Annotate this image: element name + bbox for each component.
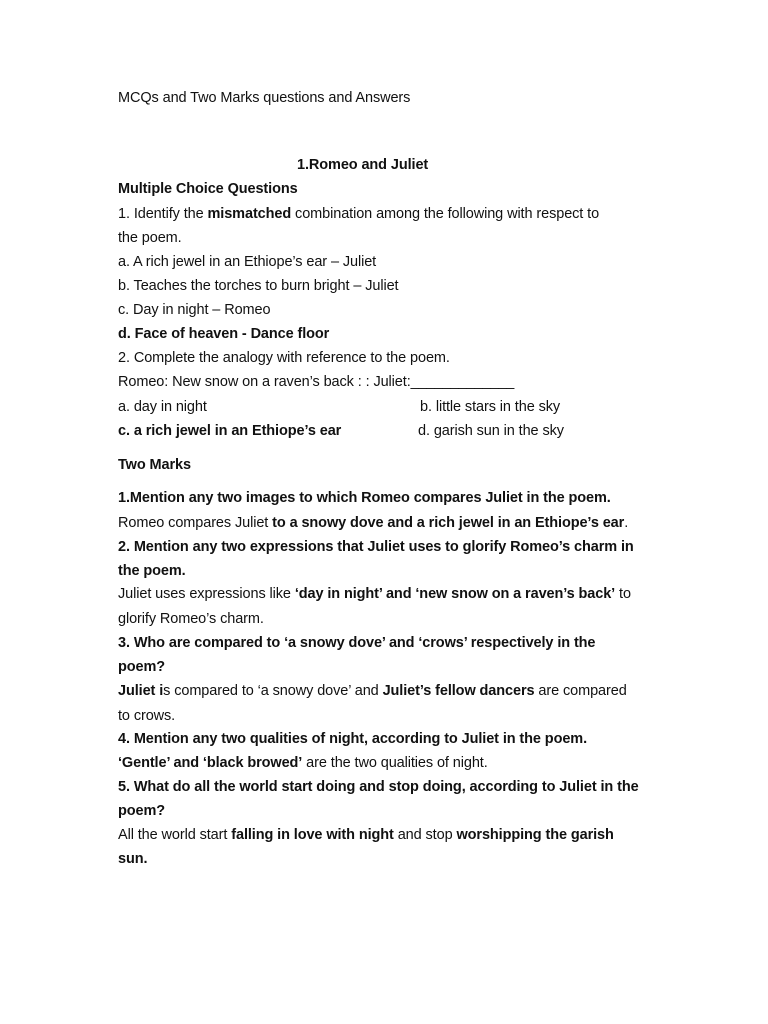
answer-text-part: . xyxy=(624,515,629,531)
mcq-2-analogy: Romeo: New snow on a raven’s back : : Juliet:_____________ xyxy=(118,374,515,390)
answer-emphasis: Juliet’s fellow dancers xyxy=(382,683,535,699)
q1-text-part: 1. Identify the xyxy=(118,206,208,222)
two-marks-answer-4 xyxy=(118,753,488,773)
mcq-1-option-a: a. A rich jewel in an Ethiope’s ear – Juliet xyxy=(118,254,377,270)
two-marks-question-5-continued: poem? xyxy=(118,803,166,819)
mcq-1-option-c: c. Day in night – Romeo xyxy=(118,302,271,318)
two-marks-question-2-continued: the poem. xyxy=(118,563,186,579)
two-marks-question-2: 2. Mention any two expressions that Juliet uses to glorify Romeo’s charm in xyxy=(118,539,634,555)
mcq-question-2: 2. Complete the analogy with reference to the poem. xyxy=(118,350,450,366)
two-marks-answer-1 xyxy=(118,513,628,533)
answer-emphasis: to a snowy dove and a rich jewel in an Ethiope’s ear xyxy=(272,515,625,531)
mcq-2-options-row-1 xyxy=(118,397,718,417)
answer-emphasis: ‘day in night’ and ‘new snow on a raven’s back’ xyxy=(294,586,616,602)
chapter-title: 1.Romeo and Juliet xyxy=(297,157,429,173)
answer-text-part: are compared xyxy=(534,683,627,699)
mcq-2-option-c-answer: c. a rich jewel in an Ethiope’s ear xyxy=(118,423,342,439)
mcq-question-1-continued: the poem. xyxy=(118,230,182,246)
q1-text-part: combination among the following with respect to xyxy=(291,206,600,222)
two-marks-answer-3 xyxy=(118,681,627,701)
two-marks-question-3: 3. Who are compared to ‘a snowy dove’ and ‘crows’ respectively in the xyxy=(118,635,596,651)
answer-text-part: s compared to ‘a snowy dove’ and xyxy=(163,683,383,699)
mcq-question-1 xyxy=(118,204,599,224)
answer-text-part: Romeo compares Juliet xyxy=(118,515,273,531)
mcq-2-option-b: b. little stars in the sky xyxy=(420,399,561,415)
two-marks-heading: Two Marks xyxy=(118,457,191,473)
answer-text-part: are the two qualities of night. xyxy=(302,755,488,771)
answer-emphasis: ‘Gentle’ and ‘black browed’ xyxy=(118,755,303,771)
two-marks-answer-3-continued: to crows. xyxy=(118,708,176,724)
answer-text-part: and stop xyxy=(393,827,457,843)
two-marks-answer-2 xyxy=(118,584,631,604)
q1-emphasis: mismatched xyxy=(207,206,292,222)
answer-emphasis: falling in love with night xyxy=(231,827,394,843)
mcq-2-options-row-2 xyxy=(118,421,718,441)
two-marks-answer-2-continued: glorify Romeo’s charm. xyxy=(118,611,264,627)
answer-emphasis: worshipping the garish xyxy=(456,827,614,843)
two-marks-answer-5-continued: sun. xyxy=(118,851,148,867)
two-marks-question-1: 1.Mention any two images to which Romeo compares Juliet in the poem. xyxy=(118,490,611,506)
mcq-heading: Multiple Choice Questions xyxy=(118,181,298,197)
two-marks-question-5: 5. What do all the world start doing and stop doing, according to Juliet in the xyxy=(118,779,639,795)
mcq-1-option-b: b. Teaches the torches to burn bright – Juliet xyxy=(118,278,399,294)
two-marks-question-3-continued: poem? xyxy=(118,659,166,675)
document-title: MCQs and Two Marks questions and Answers xyxy=(118,90,411,106)
answer-text-part: Juliet uses expressions like xyxy=(118,586,295,602)
answer-emphasis: Juliet i xyxy=(118,683,164,699)
answer-text-part: to xyxy=(615,586,631,602)
mcq-1-option-d-answer: d. Face of heaven - Dance floor xyxy=(118,326,330,342)
two-marks-answer-5 xyxy=(118,825,614,845)
mcq-2-option-a: a. day in night xyxy=(118,399,207,415)
mcq-2-option-d: d. garish sun in the sky xyxy=(418,423,564,439)
answer-text-part: All the world start xyxy=(118,827,232,843)
two-marks-question-4: 4. Mention any two qualities of night, according to Juliet in the poem. xyxy=(118,731,588,747)
